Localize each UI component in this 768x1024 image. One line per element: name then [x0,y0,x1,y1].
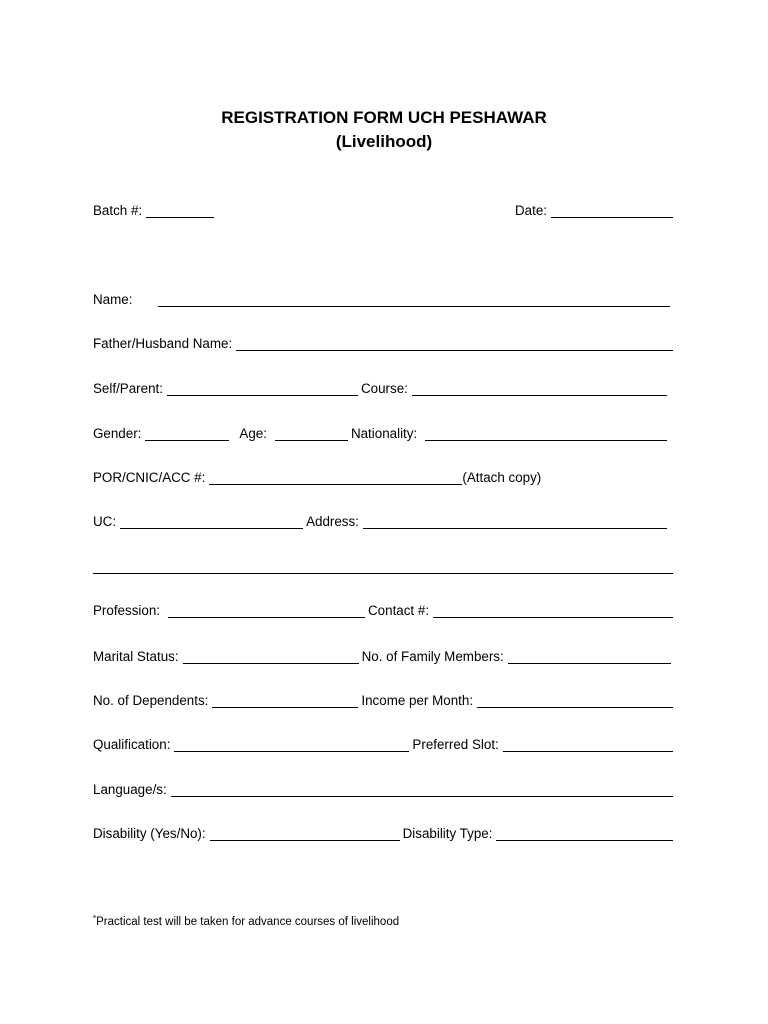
address-continuation-row [93,554,673,576]
attach-note: (Attach copy) [462,470,542,485]
marital-family-row [93,644,673,666]
address-label: Address: [306,514,359,529]
gender-age-row [93,421,673,443]
contact-label: Contact #: [368,603,430,618]
income-field[interactable] [477,707,673,708]
contact-field[interactable] [433,617,673,618]
father-row [93,331,673,353]
footnote [93,912,399,929]
family-label: No. of Family Members: [361,649,504,664]
slot-label: Preferred Slot: [412,737,499,752]
self-course-row [93,376,673,398]
father-label: Father/Husband Name: [93,336,233,351]
language-field[interactable] [171,796,673,797]
footnote-text: Practical test will be taken for advance courses of livelihood [96,916,400,928]
disability-type-label: Disability Type: [402,826,493,841]
form-subtitle: (Livelihood) [335,132,433,151]
footnote-mark: * [93,914,97,923]
gender-label: Gender: [93,426,142,441]
family-field[interactable] [508,663,671,664]
batch-label: Batch #: [93,203,143,218]
course-label: Course: [360,381,408,396]
uc-label: UC: [93,514,117,529]
slot-field[interactable] [503,751,673,752]
uc-field[interactable] [120,528,303,529]
nationality-label: Nationality: [350,426,418,441]
dependents-label: No. of Dependents: [93,693,209,708]
date-label: Date: [514,203,547,218]
batch-field[interactable] [146,217,214,218]
marital-label: Marital Status: [93,649,179,664]
marital-field[interactable] [183,663,359,664]
profession-label: Profession: [93,603,160,618]
dependents-income-row [93,688,673,710]
address-field-2[interactable] [93,573,673,574]
disability-row [93,821,673,843]
qualification-slot-row [93,732,673,754]
language-label: Language/s: [93,782,167,797]
income-label: Income per Month: [361,693,474,708]
age-field[interactable] [275,440,348,441]
disability-field[interactable] [210,840,400,841]
uc-address-row [93,509,673,531]
address-field[interactable] [363,528,667,529]
qualification-field[interactable] [174,751,409,752]
name-field[interactable] [158,306,670,307]
language-row [93,777,673,799]
self-parent-field[interactable] [167,395,358,396]
cnic-row [93,465,673,487]
course-field[interactable] [412,395,667,396]
name-label: Name: [93,292,133,307]
qualification-label: Qualification: [93,737,171,752]
form-title: REGISTRATION FORM UCH PESHAWAR [221,108,547,127]
father-field[interactable] [236,350,673,351]
cnic-label: POR/CNIC/ACC #: [93,470,206,485]
age-label: Age: [239,426,267,441]
gender-field[interactable] [145,440,229,441]
dependents-field[interactable] [212,707,358,708]
name-row [93,287,673,309]
batch-date-row [93,198,673,220]
profession-contact-row [93,598,673,620]
nationality-field[interactable] [425,440,667,441]
disability-label: Disability (Yes/No): [93,826,206,841]
disability-type-field[interactable] [496,840,673,841]
date-field[interactable] [551,217,673,218]
self-parent-label: Self/Parent: [93,381,163,396]
profession-field[interactable] [168,617,365,618]
cnic-field[interactable] [209,484,462,485]
